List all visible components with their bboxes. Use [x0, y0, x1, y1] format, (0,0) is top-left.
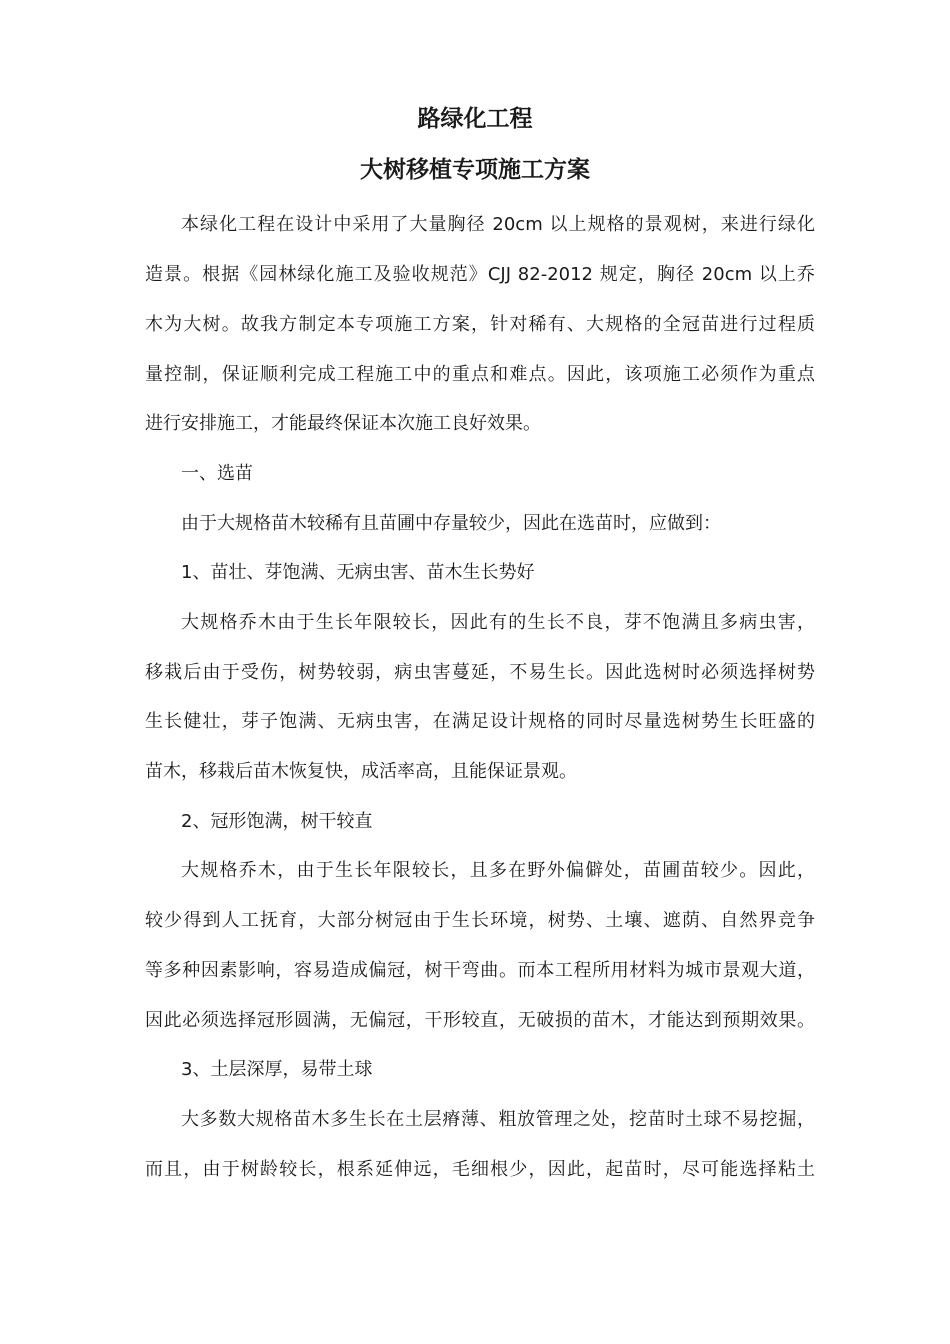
paragraph-1-line-1: 大规格乔木由于生长年限较长，因此有的生长不良，芽不饱满且多病虫害，	[181, 612, 815, 633]
paragraph-selection-intro: 由于大规格苗木较稀有且苗圃中存量较少，因此在选苗时，应做到：	[181, 513, 721, 534]
paragraph-3-line-1: 大多数大规格苗木多生长在土层瘠薄、粗放管理之处，挖苗时土球不易挖掘，	[181, 1109, 815, 1130]
paragraph-1-line-3: 生长健壮，芽子饱满、无病虫害，在满足设计规格的同时尽量选树势生长旺盛的	[145, 711, 815, 732]
subheading-3: 3、土层深厚，易带土球	[181, 1059, 373, 1080]
subheading-2: 2、冠形饱满，树干较直	[181, 811, 373, 832]
paragraph-2-line-3: 等多种因素影响，容易造成偏冠，树干弯曲。而本工程所用材料为城市景观大道，	[145, 960, 815, 981]
paragraph-3-line-2: 而且，由于树龄较长，根系延伸远，毛细根少，因此，起苗时，尽可能选择粘土	[145, 1159, 815, 1180]
paragraph-intro-line-5: 进行安排施工，才能最终保证本次施工良好效果。	[145, 413, 541, 434]
paragraph-2-line-2: 较少得到人工抚育，大部分树冠由于生长环境，树势、土壤、遮荫、自然界竞争	[145, 910, 815, 931]
section-heading-selection: 一、选苗	[181, 463, 253, 484]
document-title: 路绿化工程	[417, 106, 533, 132]
paragraph-intro-line-4: 量控制，保证顺利完成工程施工中的重点和难点。因此，该项施工必须作为重点	[145, 364, 815, 385]
paragraph-intro-line-3: 木为大树。故我方制定本专项施工方案，针对稀有、大规格的全冠苗进行过程质	[145, 314, 815, 335]
paragraph-2-line-1: 大规格乔木，由于生长年限较长，且多在野外偏僻处，苗圃苗较少。因此，	[181, 860, 815, 881]
paragraph-1-line-2: 移栽后由于受伤，树势较弱，病虫害蔓延，不易生长。因此选树时必须选择树势	[145, 662, 815, 683]
paragraph-intro-line-1: 本绿化工程在设计中采用了大量胸径 20cm 以上规格的景观树，来进行绿化	[181, 214, 815, 235]
subheading-1: 1、苗壮、芽饱满、无病虫害、苗木生长势好	[181, 562, 535, 583]
document-subtitle: 大树移植专项施工方案	[360, 157, 590, 183]
paragraph-1-line-4: 苗木，移栽后苗木恢复快，成活率高，且能保证景观。	[145, 761, 577, 782]
paragraph-intro-line-2: 造景。根据《园林绿化施工及验收规范》CJJ 82-2012 规定，胸径 20cm 以上乔	[145, 264, 815, 285]
paragraph-2-line-4: 因此必须选择冠形圆满，无偏冠，干形较直，无破损的苗木，才能达到预期效果。	[145, 1010, 815, 1031]
